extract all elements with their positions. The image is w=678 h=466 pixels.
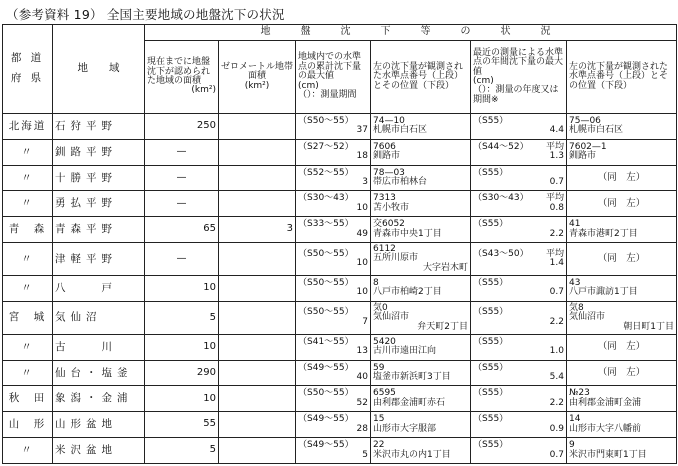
location-number: 気0 [373,302,388,313]
cumulative-value: 10 [356,287,368,298]
cell-pref: 〃 [3,276,53,302]
cumulative-value: 52 [356,397,368,408]
recent-period: （S43〜50） [473,248,529,259]
cell-pref: 〃 [3,243,53,276]
location2-number: 気8 [569,302,584,313]
cell-recent [471,243,567,276]
cell-region: 仙台・塩釜 [53,360,145,386]
table-row [3,438,677,464]
table-row [3,114,677,140]
table-row [3,165,677,191]
recent-value: 2.2 [549,397,564,408]
recent-value: 0.7 [549,287,564,298]
cell-cumulative [296,217,371,243]
cell-location [371,165,471,191]
recent-value: 4.4 [549,125,564,136]
cumulative-value: 3 [362,177,368,188]
cell-cumulative [296,386,371,412]
location-number: 78—03 [373,167,405,178]
location-place: 札幌市白石区 [373,125,428,136]
cell-location [371,191,471,217]
cumulative-period: （S52〜55） [298,167,354,178]
location2-number: 7602—1 [569,141,607,152]
cumulative-period: （S50〜55） [298,278,354,289]
cell-pref: 〃 [3,360,53,386]
cell-zero-meter [219,276,296,302]
cell-location [371,276,471,302]
cumulative-period: （S41〜55） [298,336,354,347]
location2-place: 八戸市諏訪1丁目 [569,287,638,298]
location-place-line2: 大字岩木町 [422,262,468,273]
location-number: 5420 [373,336,396,347]
cell-zero-meter [219,301,296,334]
recent-value: 1.0 [549,346,564,357]
location2-number: 14 [569,414,581,425]
cumulative-value: 5 [362,449,368,460]
cumulative-value: 37 [356,125,368,136]
cell-area: 10 [145,276,219,302]
table-row [3,334,677,360]
header-pref: 都 道 府 県 [3,25,53,114]
cell-recent [471,386,567,412]
location-place: 米沢市丸の内1丁目 [373,449,451,460]
location2-place: 由利郡金浦町金浦 [569,397,642,408]
location-number: 22 [373,440,385,451]
location-place: 由利郡金浦町赤石 [373,397,446,408]
recent-period: （S55） [473,219,509,230]
location-number: 74—10 [373,115,405,126]
same-as-left: （同 左） [597,197,646,209]
cumulative-period: （S30〜43） [298,193,354,204]
location-number: 7313 [373,193,396,204]
recent-value: 5.4 [549,372,564,383]
cell-zero-meter [219,191,296,217]
cell-recent [471,165,567,191]
same-as-left: （同 左） [597,341,646,353]
header-location-2: 左の沈下量が観測された水準点番号（上段）とその位置（下段） [567,41,677,114]
cell-location-2 [567,165,677,191]
location2-place: 山形市大字八幡前 [569,423,642,434]
recent-value: 2.2 [549,228,564,239]
cell-recent [471,438,567,464]
cumulative-value: 28 [356,423,368,434]
cell-zero-meter [219,438,296,464]
table-row [3,191,677,217]
cell-zero-meter [219,139,296,165]
header-location: 左の沈下量が観測された水準点番号（上段）とその位置（下段） [371,41,471,114]
location-place: 古川市遠田江向 [373,346,437,357]
cell-zero-meter [219,334,296,360]
cell-zero-meter [219,386,296,412]
recent-average-label: 平均 [545,248,564,259]
cell-recent [471,334,567,360]
recent-value: 0.7 [549,449,564,460]
location2-place: 米沢市門東町1丁目 [569,449,647,460]
cell-location-2 [567,438,677,464]
cell-location-2 [567,360,677,386]
cell-location [371,360,471,386]
location-number: 6112 [373,243,396,254]
cell-area: — [145,139,219,165]
cell-zero-meter [219,243,296,276]
cell-location [371,438,471,464]
recent-period: （S44〜52） [473,141,529,152]
location-place: 帯広市柏林台 [373,177,428,188]
cell-region: 勇払平野 [53,191,145,217]
location2-place: 青森市港町2丁目 [569,228,638,239]
location-place: 五所川原市 [373,253,419,264]
cell-recent [471,139,567,165]
location2-place: 気仙沼市 [569,312,606,323]
location2-number: 43 [569,278,581,289]
recent-value: 0.9 [549,423,564,434]
cell-region: 気仙沼 [53,301,145,334]
cell-zero-meter [219,412,296,438]
location-number: 7606 [373,141,396,152]
cell-location-2 [567,301,677,334]
location2-place: 釧路市 [569,151,597,162]
recent-value: 0.7 [549,177,564,188]
cell-pref: 〃 [3,165,53,191]
cell-cumulative [296,114,371,140]
cell-recent [471,360,567,386]
cell-zero-meter: 3 [219,217,296,243]
cumulative-value: 40 [356,372,368,383]
cell-pref: 〃 [3,438,53,464]
location-number: 交6052 [373,219,405,230]
recent-period: （S30〜43） [473,193,529,204]
table-row [3,139,677,165]
location2-place-line2: 朝日町1丁目 [623,321,675,332]
table-row [3,276,677,302]
location-number: 6595 [373,388,396,399]
cell-location [371,217,471,243]
cell-pref: 宮 城 [3,301,53,334]
cell-location [371,386,471,412]
recent-value: 1.4 [549,258,564,269]
table-row [3,412,677,438]
cell-recent [471,191,567,217]
recent-period: （S55） [473,336,509,347]
location-place: 八戸市柏崎2丁目 [373,287,442,298]
same-as-left: （同 左） [597,253,646,265]
cell-pref: 〃 [3,334,53,360]
cumulative-period: （S27〜52） [298,141,354,152]
cell-location-2 [567,114,677,140]
table-row [3,360,677,386]
cumulative-period: （S50〜55） [298,307,354,318]
location-number: 59 [373,362,385,373]
cumulative-value: 18 [356,151,368,162]
header-region: 地 域 [53,25,145,114]
cell-region: 米沢盆地 [53,438,145,464]
recent-period: （S55） [473,278,509,289]
cumulative-period: （S49〜55） [298,362,354,373]
cell-pref: 〃 [3,191,53,217]
cumulative-period: （S50〜55） [298,248,354,259]
cell-area: — [145,165,219,191]
cell-region: 八 戸 [53,276,145,302]
cell-region: 石狩平野 [53,114,145,140]
cumulative-value: 10 [356,202,368,213]
cell-recent [471,114,567,140]
location-number: 8 [373,278,379,289]
cumulative-period: （S33〜55） [298,219,354,230]
recent-value: 0.8 [549,202,564,213]
recent-period: （S55） [473,167,509,178]
header-row-top [3,25,677,41]
cell-zero-meter [219,114,296,140]
cell-cumulative [296,191,371,217]
cell-cumulative [296,165,371,191]
cell-cumulative [296,412,371,438]
cell-cumulative [296,243,371,276]
location2-number: 41 [569,219,581,230]
cumulative-value: 10 [356,258,368,269]
subsidence-table [2,24,677,464]
cell-area: — [145,243,219,276]
recent-period: （S55） [473,440,509,451]
cell-pref: 山 形 [3,412,53,438]
cell-pref: 秋 田 [3,386,53,412]
cell-region: 津軽平野 [53,243,145,276]
same-as-left: （同 左） [597,172,646,184]
cell-location [371,139,471,165]
cell-location-2 [567,386,677,412]
location-place-line2: 弁天町2丁目 [417,321,468,332]
cell-cumulative [296,276,371,302]
location-place: 苫小牧市 [373,202,410,213]
header-cumulative: 地域内での水準点の累計沈下量の最大値 (cm) （）：測量期間 [296,41,371,114]
cumulative-value: 13 [356,346,368,357]
cell-area: 10 [145,334,219,360]
recent-average-label: 平均 [545,193,564,204]
table-row [3,217,677,243]
location-place: 青森市中央1丁目 [373,228,442,239]
cell-location [371,412,471,438]
cell-area: — [145,191,219,217]
cell-pref: 青 森 [3,217,53,243]
cell-region: 十勝平野 [53,165,145,191]
header-zero-meter: ゼロメートル地帯面積 (km²) [219,41,296,114]
location2-number: №23 [569,388,590,399]
header-group: 地 盤 沈 下 等 の 状 況 [145,25,677,41]
table-row [3,386,677,412]
cell-area: 55 [145,412,219,438]
recent-value: 2.2 [549,316,564,327]
recent-value: 1.3 [549,151,564,162]
cell-area: 290 [145,360,219,386]
location-place: 塩釜市新浜町3丁目 [373,372,451,383]
cell-recent [471,301,567,334]
recent-period: （S55） [473,388,509,399]
location-place: 気仙沼市 [373,312,410,323]
cell-location-2 [567,243,677,276]
cell-location-2 [567,217,677,243]
cell-location [371,243,471,276]
cell-region: 象潟・金浦 [53,386,145,412]
location2-number: 75—06 [569,115,601,126]
cell-location [371,114,471,140]
cumulative-period: （S49〜55） [298,414,354,425]
recent-average-label: 平均 [545,141,564,152]
recent-period: （S55） [473,362,509,373]
cell-region: 古 川 [53,334,145,360]
cumulative-value: 7 [362,316,368,327]
cumulative-value: 49 [356,228,368,239]
cell-zero-meter [219,165,296,191]
cumulative-period: （S50〜55） [298,388,354,399]
cell-area: 10 [145,386,219,412]
location-place: 釧路市 [373,151,401,162]
cell-location-2 [567,139,677,165]
cell-location-2 [567,191,677,217]
cell-location [371,334,471,360]
cell-cumulative [296,334,371,360]
location2-number: 9 [569,440,575,451]
cell-location-2 [567,334,677,360]
cell-location-2 [567,412,677,438]
header-area: 現在までに地盤沈下が認められた地域の面積 (km²) [145,41,219,114]
cell-pref: 北海道 [3,114,53,140]
cell-area: 5 [145,438,219,464]
recent-period: （S55） [473,414,509,425]
cell-area: 250 [145,114,219,140]
recent-period: （S55） [473,307,509,318]
cumulative-period: （S50〜55） [298,115,354,126]
cell-recent [471,217,567,243]
cell-pref: 〃 [3,139,53,165]
cell-cumulative [296,438,371,464]
same-as-left: （同 左） [597,367,646,379]
cumulative-period: （S49〜55） [298,440,354,451]
cell-location-2 [567,276,677,302]
table-row [3,243,677,276]
cell-recent [471,412,567,438]
location2-place: 札幌市白石区 [569,125,624,136]
cell-cumulative [296,139,371,165]
table-row [3,301,677,334]
cell-cumulative [296,360,371,386]
cell-zero-meter [219,360,296,386]
cell-region: 青森平野 [53,217,145,243]
cell-area: 65 [145,217,219,243]
location-number: 15 [373,414,385,425]
cell-location [371,301,471,334]
header-recent: 最近の測量による水準点の年間沈下量の最大値 (cm) （）：測量の年度又は期間※ [471,41,567,114]
cell-region: 釧路平野 [53,139,145,165]
location-place: 山形市大字服部 [373,423,437,434]
cell-recent [471,276,567,302]
cell-region: 山形盆地 [53,412,145,438]
page-title: （参考資料 19） 全国主要地域の地盤沈下の状況 [6,7,285,22]
recent-period: （S55） [473,115,509,126]
cell-cumulative [296,301,371,334]
cell-area: 5 [145,301,219,334]
